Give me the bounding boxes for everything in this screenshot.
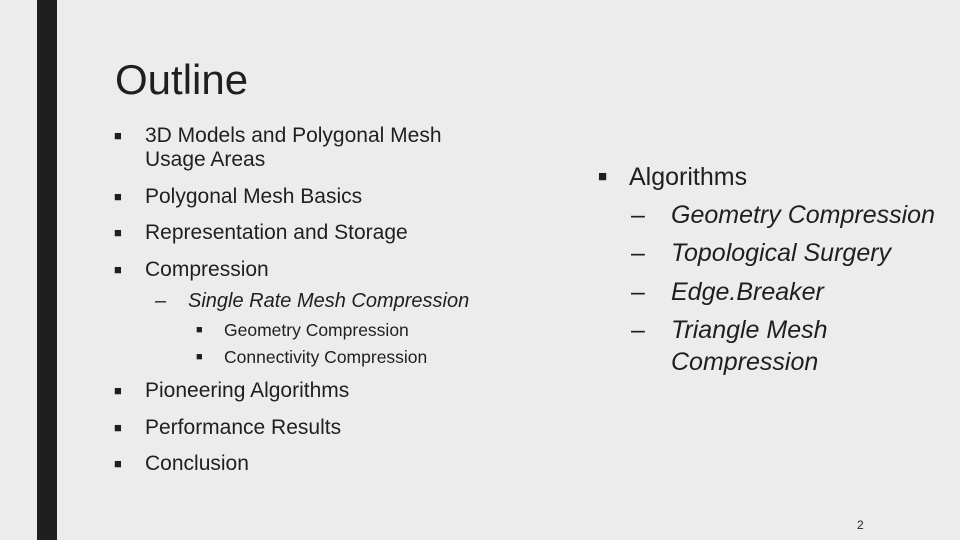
dash-bullet-icon: –: [631, 239, 645, 267]
sub-bullet-text: Single Rate Mesh Compression: [188, 290, 470, 312]
sub-sub-bullet-text: Connectivity Compression: [224, 347, 428, 367]
dash-bullet-icon: –: [631, 316, 645, 344]
bullet-text: Compression: [145, 258, 269, 281]
bullet-performance: [114, 416, 341, 440]
bullet-text: Performance Results: [145, 416, 342, 439]
sub-bullet-triangle-mesh: [631, 314, 828, 378]
bullet-text: Algorithms: [629, 163, 748, 191]
sub-bullet-geometry-compression: [631, 199, 935, 231]
square-bullet-icon: ■: [114, 456, 122, 471]
bullet-text: Representation and Storage: [145, 221, 408, 244]
square-bullet-icon: ■: [114, 383, 122, 398]
sub-sub-bullet-connectivity: [196, 346, 427, 368]
sub-sub-bullet-geometry: [196, 319, 409, 341]
dash-bullet-icon: –: [155, 290, 167, 312]
bullet-compression: [114, 258, 269, 282]
square-bullet-icon: ■: [114, 128, 122, 143]
sub-bullet-text: Geometry Compression: [671, 201, 935, 229]
dash-bullet-icon: –: [631, 201, 645, 229]
bullet-algorithms: [598, 162, 747, 192]
bullet-text: 3D Models and Polygonal Mesh Usage Areas: [145, 124, 442, 171]
sub-sub-bullet-text: Geometry Compression: [224, 320, 409, 340]
sub-bullet-text: Triangle Mesh Compression: [671, 316, 828, 376]
sub-bullet-edgebreaker: [631, 276, 824, 308]
sub-bullet-text: Edge.Breaker: [671, 278, 824, 306]
square-bullet-icon: ■: [196, 351, 203, 363]
square-bullet-icon: ■: [598, 168, 608, 185]
sub-bullet-topological-surgery: [631, 237, 891, 269]
bullet-representation: [114, 221, 408, 245]
square-bullet-icon: ■: [114, 420, 122, 435]
bullet-3d-models: [114, 124, 442, 172]
square-bullet-icon: ■: [196, 324, 203, 336]
dash-bullet-icon: –: [631, 278, 645, 306]
square-bullet-icon: ■: [114, 189, 122, 204]
bullet-text: Polygonal Mesh Basics: [145, 185, 363, 208]
bullet-conclusion: [114, 452, 249, 476]
square-bullet-icon: ■: [114, 262, 122, 277]
slide-title: Outline: [115, 56, 249, 103]
accent-bar: [37, 0, 57, 540]
bullet-mesh-basics: [114, 185, 362, 209]
sub-bullet-single-rate: [155, 289, 469, 313]
sub-bullet-text: Topological Surgery: [671, 239, 892, 267]
square-bullet-icon: ■: [114, 225, 122, 240]
bullet-text: Pioneering Algorithms: [145, 379, 350, 402]
bullet-pioneering: [114, 379, 349, 403]
bullet-text: Conclusion: [145, 452, 249, 475]
page-number: 2: [857, 518, 864, 532]
